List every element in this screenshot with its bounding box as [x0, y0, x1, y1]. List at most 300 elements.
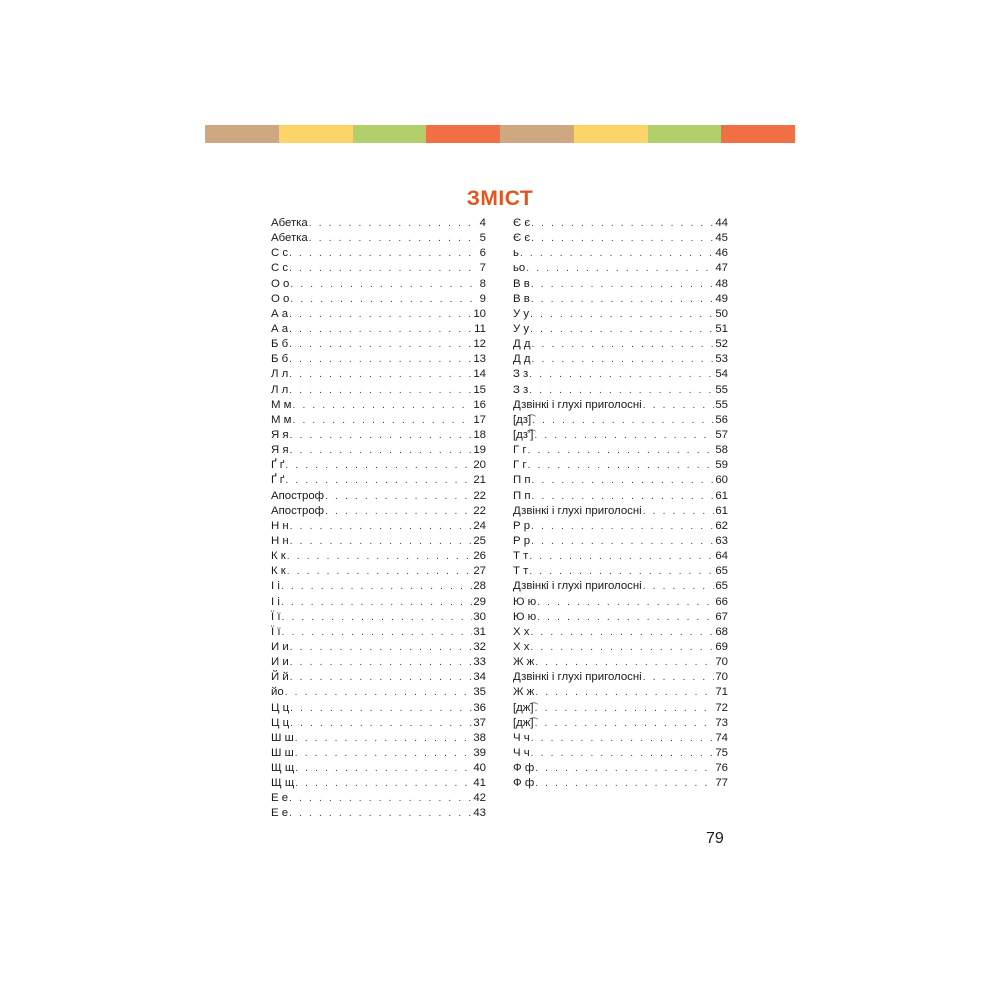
toc-entry-label: М м [271, 398, 292, 411]
toc-entry-page: 69 [715, 640, 728, 653]
toc-entry-page: 11 [474, 322, 486, 335]
toc-leader-dots [531, 231, 714, 246]
toc-entry-page: 51 [715, 322, 728, 335]
toc-entry-page: 65 [715, 565, 728, 578]
toc-leader-dots [309, 216, 479, 231]
color-strip-segment [648, 125, 722, 143]
toc-entry [271, 595, 486, 610]
toc-entry [513, 292, 728, 307]
toc-leader-dots [289, 791, 472, 806]
toc-entry-label: Дзвінкі і глухі приголосні [513, 504, 642, 517]
toc-entry-label: ь [513, 247, 519, 260]
toc-entry-label: йо [271, 686, 284, 699]
toc-entry [271, 519, 486, 534]
page-title: ЗМІСТ [466, 187, 534, 211]
toc-entry-page: 64 [715, 550, 728, 563]
toc-leader-dots [289, 367, 472, 382]
toc-entry-label: У у [513, 307, 530, 320]
toc-entry-label: Ш ш [271, 731, 294, 744]
toc-entry-label: Апостроф [271, 504, 325, 517]
toc-entry-label: Д д [513, 353, 531, 366]
toc-entry-page: 17 [473, 413, 486, 426]
toc-entry-page: 70 [715, 656, 728, 669]
toc-entry [513, 564, 728, 579]
toc-entry-page: 16 [473, 398, 486, 411]
toc-entry [513, 443, 728, 458]
toc-leader-dots [529, 367, 714, 382]
toc-entry-page: 73 [715, 716, 728, 729]
toc-entry [513, 655, 728, 670]
toc-leader-dots [537, 595, 714, 610]
toc-leader-dots [530, 307, 714, 322]
toc-entry-page: 24 [473, 519, 486, 532]
toc-entry-label: Ц ц [271, 701, 290, 714]
toc-leader-dots [531, 292, 715, 307]
toc-entry-page: 76 [715, 762, 728, 775]
toc-leader-dots [535, 685, 714, 700]
toc-entry [513, 595, 728, 610]
toc-entry-page: 61 [715, 504, 728, 517]
toc-leader-dots [295, 776, 472, 791]
toc-leader-dots [528, 458, 715, 473]
toc-entry-label: Я я [271, 444, 289, 457]
toc-leader-dots [535, 776, 714, 791]
toc-leader-dots [643, 579, 715, 594]
toc-leader-dots [295, 746, 473, 761]
toc-entry [271, 791, 486, 806]
toc-entry [271, 549, 486, 564]
toc-entry-page: 15 [473, 383, 486, 396]
toc-entry-label: Ф ф [513, 777, 535, 790]
toc-entry-page: 59 [715, 459, 728, 472]
toc-entry-label: Абетка [271, 217, 308, 229]
toc-leader-dots [287, 564, 473, 579]
toc-entry-page: 41 [473, 777, 486, 790]
toc-entry [271, 443, 486, 458]
toc-entry [271, 655, 486, 670]
toc-entry [513, 246, 728, 261]
toc-entry-label: [дз͡'] [513, 428, 534, 441]
toc-entry [513, 337, 728, 352]
toc-entry [271, 383, 486, 398]
toc-leader-dots [535, 701, 715, 716]
toc-leader-dots [532, 337, 715, 352]
toc-leader-dots [537, 610, 714, 625]
toc-entry-page: 46 [715, 247, 728, 260]
toc-entry [271, 292, 486, 307]
toc-entry [513, 428, 728, 443]
toc-entry [271, 806, 486, 821]
toc-entry [513, 473, 728, 488]
toc-leader-dots [282, 610, 473, 625]
toc-entry-page: 48 [715, 277, 728, 290]
toc-entry-page: 49 [715, 292, 728, 305]
toc-entry-page: 70 [715, 671, 728, 684]
toc-entry-label: Л л [271, 383, 289, 396]
toc-left-column [271, 216, 486, 822]
toc-entry-page: 7 [479, 262, 486, 275]
toc-entry-label: З з [513, 383, 529, 396]
toc-entry-page: 42 [473, 792, 486, 805]
toc-entry-page: 45 [715, 232, 728, 245]
toc-leader-dots [290, 519, 473, 534]
toc-entry [271, 685, 486, 700]
toc-leader-dots [285, 458, 472, 473]
toc-leader-dots [532, 473, 715, 488]
color-strip-segment [279, 125, 353, 143]
toc-entry [271, 489, 486, 504]
toc-entry-label: Дзвінкі і глухі приголосні [513, 671, 642, 684]
toc-entry [513, 489, 728, 504]
toc-entry-page: 62 [715, 519, 728, 532]
toc-entry-label: Абетка [271, 232, 308, 245]
toc-entry [513, 277, 728, 292]
toc-entry-page: 20 [473, 459, 486, 472]
toc-entry-page: 60 [715, 474, 728, 487]
toc-entry-label: Г г [513, 444, 527, 457]
decorative-color-strip [205, 125, 795, 143]
toc-entry-label: Б б [271, 353, 289, 366]
toc-entry [513, 367, 728, 382]
color-strip-segment [426, 125, 500, 143]
toc-entry-page: 25 [473, 534, 486, 547]
toc-entry [513, 458, 728, 473]
toc-leader-dots [643, 504, 715, 519]
toc-entry-page: 54 [715, 368, 728, 381]
color-strip-segment [353, 125, 427, 143]
toc-leader-dots [529, 549, 714, 564]
toc-entry-page: 52 [715, 338, 728, 351]
toc-leader-dots [534, 428, 714, 443]
toc-entry [271, 413, 486, 428]
toc-entry-page: 10 [473, 307, 486, 320]
toc-entry-page: 14 [473, 368, 486, 381]
toc-entry-page: 34 [473, 671, 486, 684]
toc-entry-page: 56 [715, 413, 728, 426]
toc-entry-page: 18 [473, 428, 486, 441]
toc-leader-dots [289, 337, 472, 352]
toc-entry [271, 337, 486, 352]
toc-entry-page: 9 [479, 292, 486, 305]
toc-leader-dots [290, 428, 473, 443]
toc-entry-label: М м [271, 413, 292, 426]
toc-entry [513, 307, 728, 322]
toc-right-column [513, 216, 728, 791]
toc-entry-page: 8 [479, 277, 486, 290]
toc-entry-page: 37 [473, 716, 486, 729]
toc-leader-dots [643, 398, 715, 413]
toc-entry-page: 50 [715, 307, 728, 320]
toc-entry [513, 413, 728, 428]
toc-entry-label: К к [271, 550, 286, 563]
toc-entry [513, 398, 728, 413]
toc-entry-label: С с [271, 262, 289, 275]
toc-entry-label: Ч ч [513, 731, 530, 744]
toc-entry-label: Ж ж [513, 656, 535, 669]
toc-entry [271, 473, 486, 488]
toc-entry-page: 19 [473, 444, 486, 457]
toc-leader-dots [529, 564, 714, 579]
toc-entry-page: 66 [715, 595, 728, 608]
toc-entry-label: Дзвінкі і глухі приголосні [513, 580, 642, 593]
toc-entry [513, 216, 728, 231]
color-strip-segment [205, 125, 279, 143]
toc-entry-label: Я я [271, 428, 289, 441]
toc-entry-label: Х х [513, 625, 530, 638]
toc-leader-dots [532, 489, 715, 504]
toc-entry [271, 246, 486, 261]
toc-entry-page: 12 [473, 338, 486, 351]
toc-entry-label: Ц ц [271, 716, 290, 729]
toc-entry-page: 29 [473, 595, 486, 608]
toc-leader-dots [531, 519, 714, 534]
toc-entry-label: О о [271, 292, 290, 305]
toc-leader-dots [292, 398, 472, 413]
toc-entry [271, 428, 486, 443]
toc-entry [271, 398, 486, 413]
toc-leader-dots [292, 413, 472, 428]
color-strip-segment [721, 125, 795, 143]
toc-entry-page: 6 [479, 247, 486, 260]
toc-entry-label: Ш ш [271, 746, 294, 759]
toc-entry [271, 322, 486, 337]
toc-leader-dots [529, 383, 714, 398]
toc-entry [271, 261, 486, 276]
toc-entry [271, 307, 486, 322]
toc-entry-label: К к [271, 565, 286, 578]
toc-leader-dots [281, 579, 472, 594]
toc-entry [271, 625, 486, 640]
toc-leader-dots [289, 246, 479, 261]
toc-leader-dots [289, 307, 472, 322]
page-number: 79 [706, 830, 724, 847]
toc-entry-label: Ї ї [271, 625, 281, 638]
toc-entry-label: Дзвінкі і глухі приголосні [513, 398, 642, 411]
toc-leader-dots [285, 685, 473, 700]
toc-entry-label: Е е [271, 807, 289, 820]
toc-leader-dots [531, 277, 715, 292]
toc-entry-page: 43 [473, 807, 486, 820]
toc-entry-label: Є є [513, 217, 531, 229]
toc-leader-dots [295, 731, 473, 746]
toc-leader-dots [290, 534, 473, 549]
toc-leader-dots [289, 322, 473, 337]
toc-leader-dots [281, 595, 472, 610]
toc-leader-dots [532, 413, 714, 428]
toc-entry [271, 458, 486, 473]
toc-leader-dots [530, 625, 714, 640]
toc-entry-label: ьо [513, 262, 526, 275]
toc-entry-page: 53 [715, 353, 728, 366]
toc-entry-label: О о [271, 277, 290, 290]
toc-entry [513, 685, 728, 700]
toc-entry-label: С с [271, 247, 289, 260]
toc-entry-page: 57 [715, 428, 728, 441]
toc-entry-page: 22 [473, 489, 486, 502]
toc-entry-label: Л л [271, 368, 289, 381]
toc-leader-dots [289, 383, 472, 398]
toc-leader-dots [528, 443, 715, 458]
toc-leader-dots [520, 246, 714, 261]
toc-entry-page: 26 [473, 550, 486, 563]
toc-entry-label: Т т [513, 550, 529, 563]
toc-entry [513, 352, 728, 367]
toc-entry [513, 701, 728, 716]
toc-entry-label: Ґ ґ [271, 474, 285, 487]
toc-entry-page: 75 [715, 746, 728, 759]
toc-entry-label: Ж ж [513, 686, 535, 699]
toc-entry-label: Х х [513, 640, 530, 653]
toc-leader-dots [643, 670, 715, 685]
toc-entry-label: Щ щ [271, 777, 295, 790]
toc-entry-label: [дз͡] [513, 413, 532, 426]
toc-leader-dots [531, 534, 714, 549]
color-strip-segment [574, 125, 648, 143]
toc-entry [513, 579, 728, 594]
toc-entry-page: 61 [715, 489, 728, 502]
toc-entry [513, 322, 728, 337]
toc-entry-page: 38 [473, 731, 486, 744]
toc-leader-dots [289, 352, 472, 367]
toc-entry [271, 670, 486, 685]
toc-entry-page: 27 [473, 565, 486, 578]
toc-entry-label: И и [271, 656, 289, 669]
toc-entry [513, 670, 728, 685]
toc-entry-label: [дж͡] [513, 701, 534, 714]
toc-entry-label: Ч ч [513, 746, 530, 759]
toc-entry [271, 761, 486, 776]
toc-leader-dots [290, 716, 472, 731]
toc-leader-dots [325, 504, 472, 519]
toc-entry-label: А а [271, 307, 289, 320]
toc-entry-label: І і [271, 580, 280, 593]
toc-entry-label: Ю ю [513, 610, 537, 623]
toc-entry-label: Р р [513, 519, 531, 532]
toc-leader-dots [532, 352, 715, 367]
toc-entry [513, 640, 728, 655]
toc-entry [271, 216, 486, 231]
toc-entry-label: У у [513, 322, 530, 335]
toc-entry-label: Й й [271, 671, 289, 684]
toc-entry-label: Т т [513, 565, 529, 578]
toc-entry-page: 31 [473, 625, 486, 638]
toc-entry [513, 625, 728, 640]
toc-entry [271, 731, 486, 746]
toc-leader-dots [325, 489, 472, 504]
toc-leader-dots [531, 746, 715, 761]
toc-entry-label: П п [513, 474, 531, 487]
toc-leader-dots [290, 443, 473, 458]
toc-entry [271, 367, 486, 382]
toc-entry [513, 610, 728, 625]
toc-entry [271, 776, 486, 791]
toc-entry-page: 67 [715, 610, 728, 623]
toc-entry-page: 39 [473, 746, 486, 759]
toc-entry-label: Щ щ [271, 762, 295, 775]
toc-entry-page: 35 [473, 686, 486, 699]
toc-entry-label: [дж͡] [513, 716, 534, 729]
toc-leader-dots [290, 701, 472, 716]
toc-entry-label: И и [271, 640, 289, 653]
toc-entry [271, 277, 486, 292]
toc-leader-dots [285, 473, 472, 488]
toc-entry-label: З з [513, 368, 529, 381]
toc-entry-label: Н н [271, 519, 289, 532]
toc-leader-dots [531, 216, 714, 231]
toc-entry-label: Р р [513, 534, 531, 547]
toc-entry [513, 549, 728, 564]
toc-entry-label: Н н [271, 534, 289, 547]
toc-entry [513, 761, 728, 776]
toc-leader-dots [290, 277, 478, 292]
toc-entry-label: І і [271, 595, 280, 608]
toc-entry-page: 32 [473, 640, 486, 653]
toc-entry-page: 47 [715, 262, 728, 275]
toc-leader-dots [531, 731, 715, 746]
toc-entry [271, 534, 486, 549]
toc-leader-dots [290, 670, 473, 685]
toc-entry-page: 40 [473, 762, 486, 775]
toc-entry [271, 746, 486, 761]
toc-entry [513, 519, 728, 534]
toc-leader-dots [290, 640, 473, 655]
toc-entry [271, 504, 486, 519]
toc-entry-page: 33 [473, 656, 486, 669]
toc-leader-dots [282, 625, 473, 640]
toc-entry [271, 701, 486, 716]
toc-entry [513, 746, 728, 761]
toc-entry [513, 534, 728, 549]
toc-entry-page: 55 [715, 383, 728, 396]
toc-entry-label: П п [513, 489, 531, 502]
toc-entry-page: 44 [715, 217, 728, 229]
toc-entry [271, 579, 486, 594]
toc-entry [271, 352, 486, 367]
toc-entry [271, 564, 486, 579]
toc-leader-dots [290, 655, 473, 670]
toc-leader-dots [526, 261, 714, 276]
toc-entry-page: 28 [473, 580, 486, 593]
toc-entry-page: 68 [715, 625, 728, 638]
toc-entry-page: 4 [479, 217, 486, 229]
toc-entry-page: 21 [473, 474, 486, 487]
toc-entry-page: 36 [473, 701, 486, 714]
toc-entry-label: Г г [513, 459, 527, 472]
toc-entry-page: 77 [715, 777, 728, 790]
toc-leader-dots [295, 761, 472, 776]
toc-entry [513, 504, 728, 519]
toc-entry-page: 63 [715, 534, 728, 547]
toc-leader-dots [287, 549, 473, 564]
toc-entry-label: А а [271, 322, 289, 335]
toc-entry [513, 383, 728, 398]
toc-entry-label: Б б [271, 338, 289, 351]
toc-entry-page: 30 [473, 610, 486, 623]
toc-entry-label: Ю ю [513, 595, 537, 608]
toc-entry-page: 65 [715, 580, 728, 593]
toc-leader-dots [535, 655, 714, 670]
toc-entry-page: 13 [473, 353, 486, 366]
toc-leader-dots [289, 261, 479, 276]
toc-entry [271, 640, 486, 655]
toc-leader-dots [309, 231, 479, 246]
toc-leader-dots [289, 806, 472, 821]
toc-entry [513, 776, 728, 791]
toc-entry [513, 231, 728, 246]
toc-leader-dots [535, 716, 715, 731]
toc-entry-page: 22 [473, 504, 486, 517]
toc-leader-dots [535, 761, 714, 776]
